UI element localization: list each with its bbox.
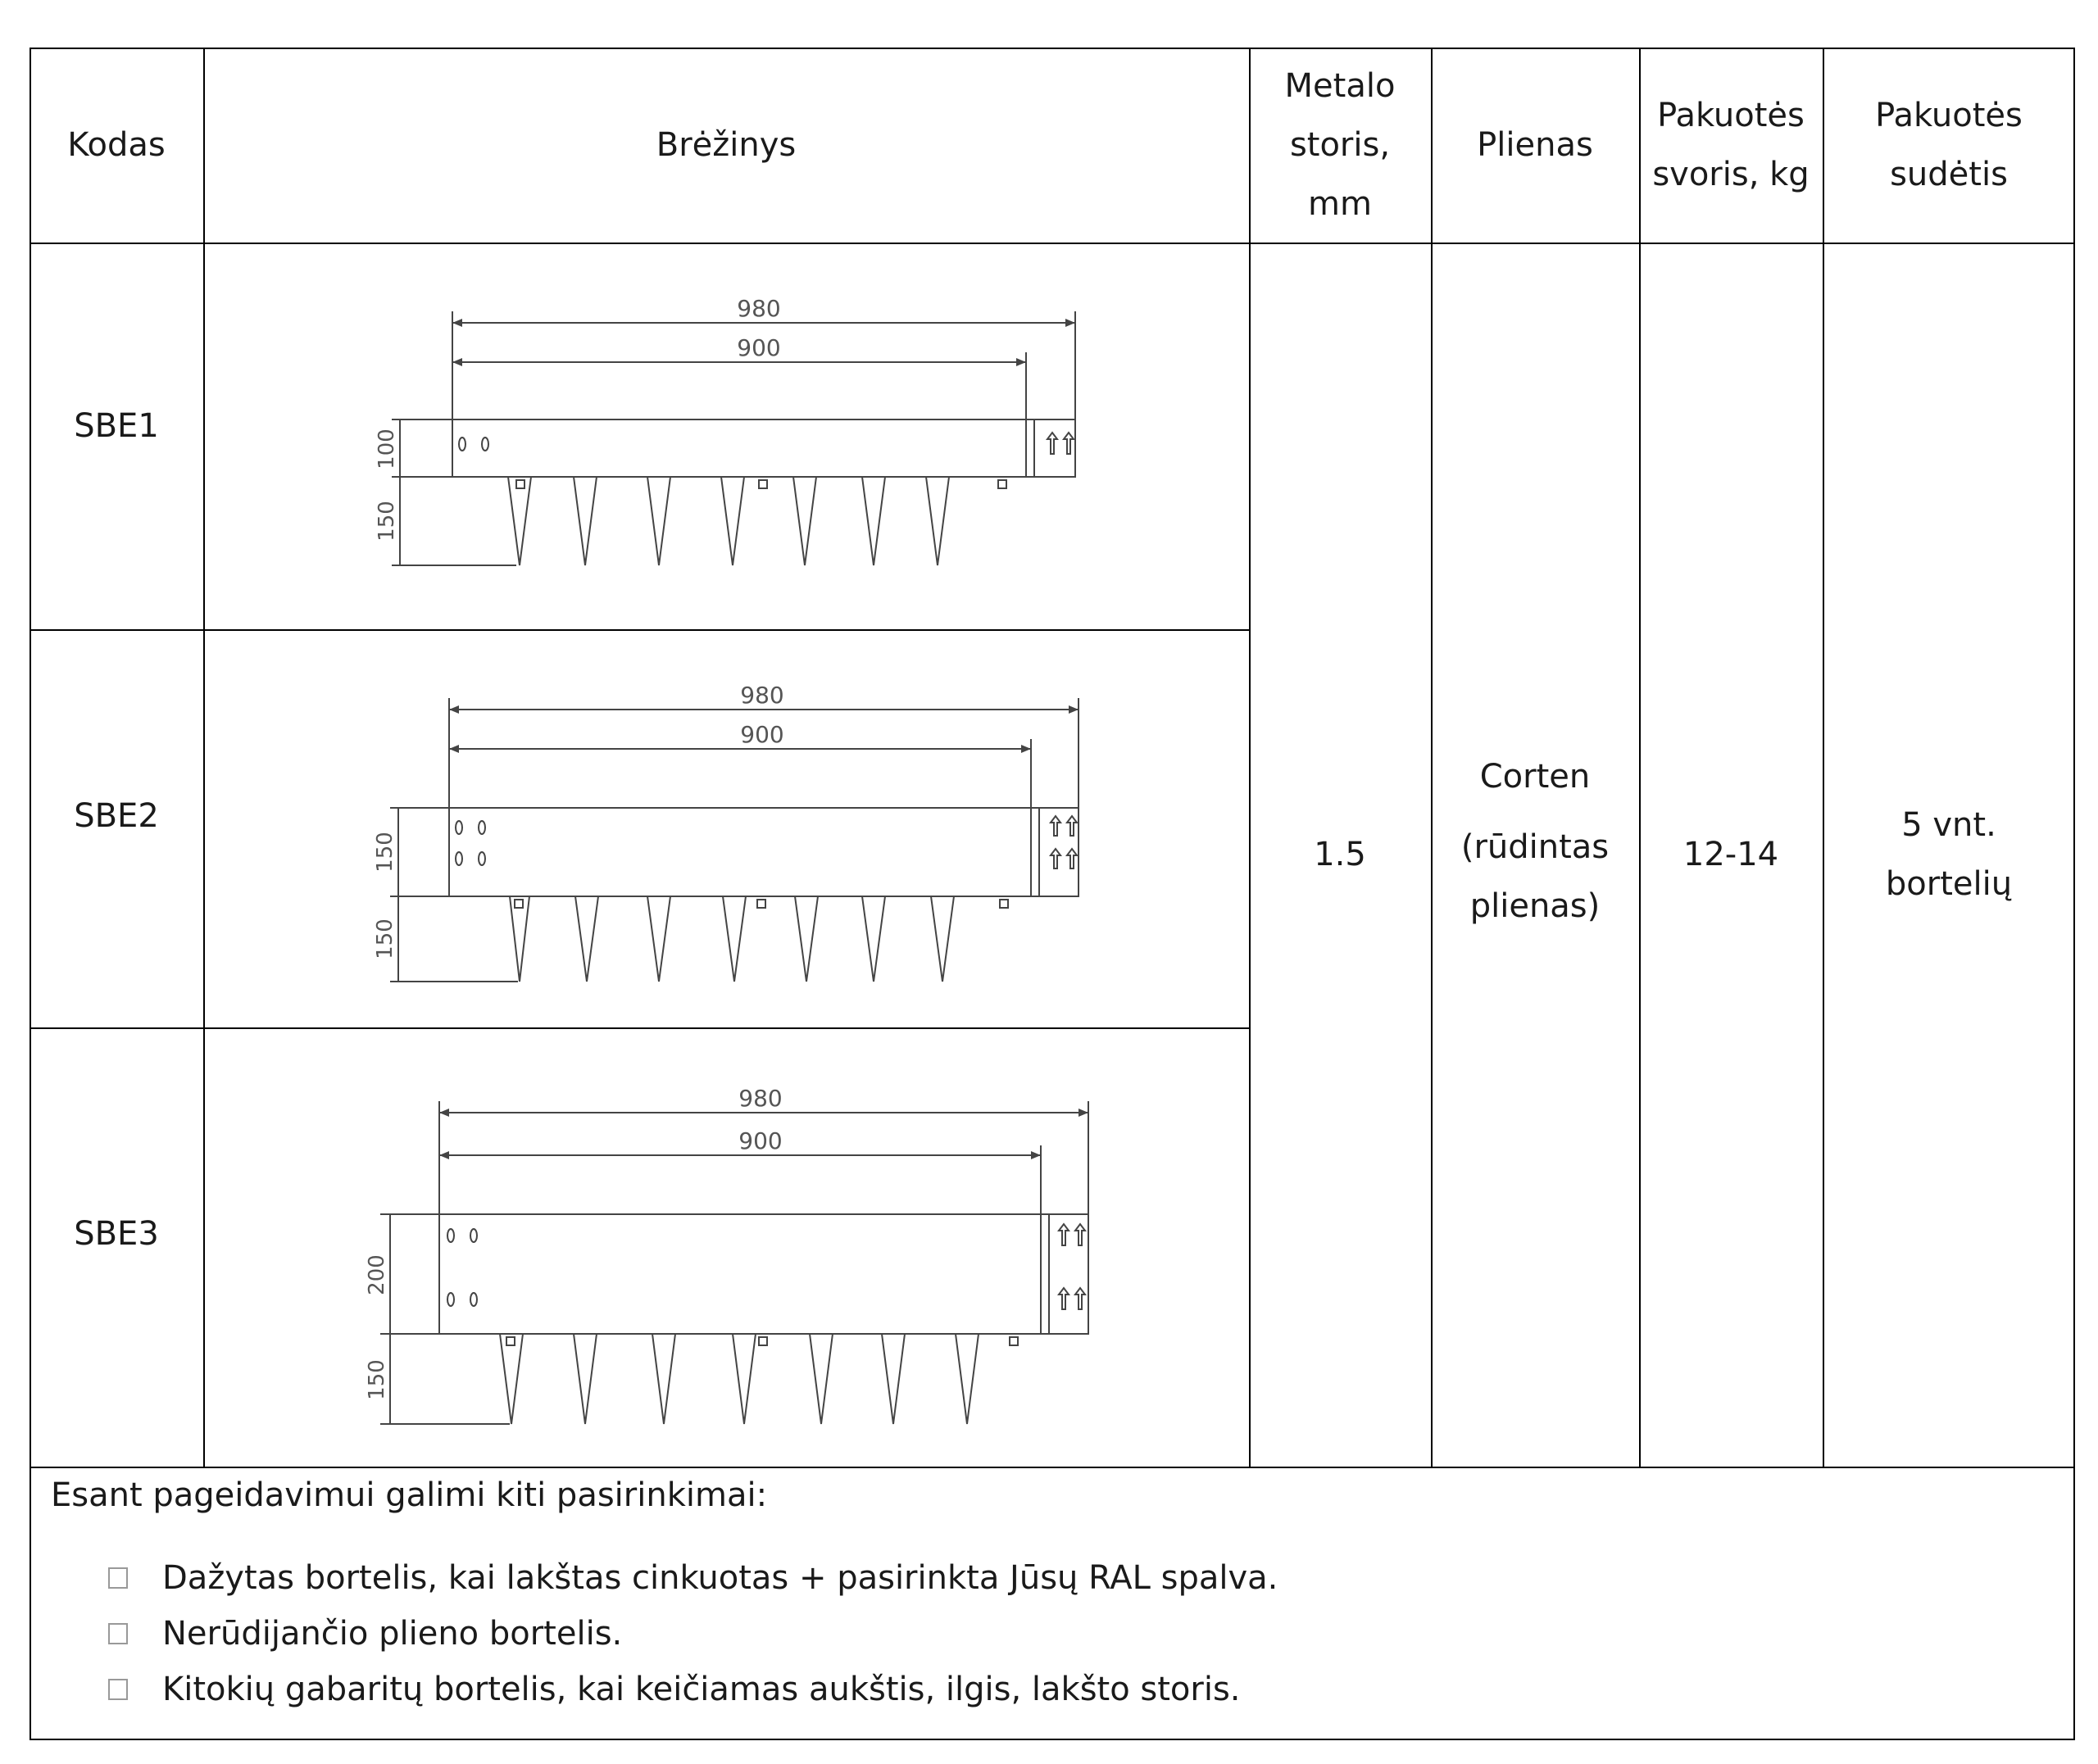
border-plate	[439, 1214, 1088, 1334]
drawing-sbe1	[361, 287, 1098, 582]
row-separator-1	[30, 629, 1251, 631]
header-plienas-label: Plienas	[1477, 126, 1593, 164]
dim-height-label: 150	[373, 832, 397, 873]
weight-cell	[1639, 243, 1823, 1467]
steel-line1: Corten	[1479, 758, 1591, 796]
steel-cell	[1431, 243, 1639, 1467]
header-brezinys	[203, 48, 1249, 243]
drawing-sbe3	[347, 1077, 1101, 1437]
code-label: SBE3	[74, 1215, 159, 1253]
code-label: SBE2	[74, 797, 159, 835]
notes-separator	[30, 1467, 2075, 1468]
note-text: Dažytas bortelis, kai lakštas cinkuotas + pasirinkta Jūsų RAL spalva.	[162, 1559, 1278, 1597]
pack-line2: bortelių	[1885, 865, 2013, 903]
thickness-value: 1.5	[1314, 836, 1366, 873]
header-svoris-line2: svoris, kg	[1652, 156, 1810, 193]
row-code-sbe1	[30, 385, 203, 467]
header-plienas	[1431, 48, 1639, 243]
dim-inner-label: 900	[740, 721, 784, 748]
checkbox-icon	[108, 1567, 128, 1589]
thickness-cell	[1249, 243, 1431, 1467]
header-svoris	[1639, 48, 1823, 243]
pack-cell	[1823, 243, 2075, 1467]
header-sudetis	[1823, 48, 2075, 243]
col-line-1	[203, 48, 205, 1467]
steel-line3: plienas)	[1469, 887, 1601, 925]
header-brezinys-label: Brėžinys	[656, 126, 797, 164]
row-separator-2	[30, 1027, 1251, 1029]
weight-value: 12-14	[1682, 836, 1779, 873]
header-sudetis-line1: Pakuotės	[1875, 97, 2023, 134]
row-code-sbe2	[30, 775, 203, 857]
row-code-sbe3	[30, 1193, 203, 1275]
header-metalo-line2: storis,	[1289, 126, 1391, 164]
dim-height-label: 100	[375, 429, 399, 469]
header-kodas	[30, 48, 203, 243]
code-label: SBE1	[74, 407, 159, 445]
dim-inner-label: 900	[738, 1127, 783, 1154]
note-text: Nerūdijančio plieno bortelis.	[162, 1615, 623, 1653]
notes-title: Esant pageidavimui galimi kiti pasirinkimai:	[51, 1476, 768, 1514]
header-metalo-line1: Metalo	[1284, 67, 1396, 105]
pack-line1: 5 vnt.	[1901, 806, 1996, 844]
header-svoris-line1: Pakuotės	[1657, 97, 1805, 134]
note-item	[108, 1665, 1241, 1714]
dim-height-label: 200	[365, 1254, 389, 1295]
dim-spike-label: 150	[373, 918, 397, 959]
note-item	[108, 1609, 622, 1658]
checkbox-icon	[108, 1679, 128, 1700]
dim-spike-label: 150	[365, 1359, 389, 1400]
header-sudetis-line2: sudėtis	[1890, 156, 2008, 193]
note-item	[108, 1553, 1278, 1603]
border-plate	[452, 419, 1075, 477]
steel-line2: (rūdintas	[1460, 828, 1610, 866]
header-kodas-label: Kodas	[67, 126, 166, 164]
border-plate	[449, 808, 1079, 896]
dim-total-label: 980	[738, 1085, 783, 1112]
dim-spike-label: 150	[375, 501, 399, 542]
checkbox-icon	[108, 1623, 128, 1644]
header-metalo-line3: mm	[1308, 185, 1372, 223]
dim-total-label: 980	[740, 682, 784, 709]
dim-inner-label: 900	[737, 334, 781, 361]
dim-total-label: 980	[737, 295, 781, 322]
note-text: Kitokių gabaritų bortelis, kai keičiamas aukštis, ilgis, lakšto storis.	[162, 1671, 1241, 1708]
header-metalo	[1249, 48, 1431, 243]
drawing-sbe2	[357, 673, 1095, 1001]
